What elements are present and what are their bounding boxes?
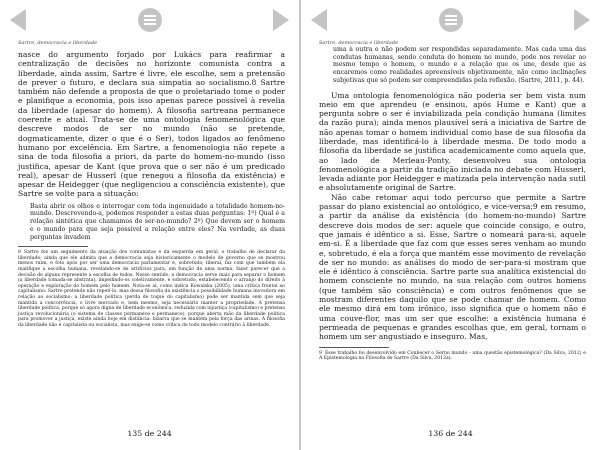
block-quote: Basta abrir os olhos e interrogar com toda ingenuidade a totalidade homem-no-mundo. Descrevendo-a, podemos responder a estas duas perguntas: 1º) Qual é a relação sintética que chamamos de ser-no-mundo? 2º) Que devem ser o homem e o mundo para que seja possível a relação entre eles? Na verdade, as duas perguntas invadem [30, 202, 285, 241]
footnote-divider [18, 246, 88, 247]
footnote [18, 250, 285, 328]
menu-icon[interactable] [439, 8, 463, 32]
footnote-text: Esse trabalho foi desenvolvido em Conhecer o Serno mundo - uma questão epistemológica? (Da Silva, 2012) e A Epistemologia na Filosofia de Sartre (Da Silva, 2012a). [319, 350, 586, 362]
right-page [301, 0, 600, 450]
body-paragraph: Uma ontologia fenomenológica não poderia ser bem vista num meio em que aprendeu (e ensinou, após Hume e Kant) que a pergunta sobre o ser é inviabilizada pela condição humana (limites da razão pura); ainda menos plausível será a iniciativa de Sartre de não apenas tomar o homem individual como base de sua filosofia da liberdade, mas identificá-lo à liberdade mesma. De todo modo a filosofia da liberdade se justifica academicamente como aquela que, ao lado de Merleau-Ponty, desenvolveu sua ontologia fenomenológica a partir da tradição iniciada no debate com Husserl, levada adiante por Heidegger e matizada pela intervenção nada sutil e absolutamente original de Sartre. [319, 90, 586, 193]
page-number: 136 de 244 [428, 429, 473, 438]
arrow-right-icon[interactable] [574, 9, 590, 31]
footnote-text: Sartre fez um seguimento da atuação dos comunistas e da esquerda em geral, o trabalho de declarar da liberdade; ainda que ele admita que a democracia seja historicamente o modelo de governo que se mostrou menos ruim, e foto após por ser uma democracia parlamentar e, sobretudo, liberal, faz com que também ela matifique a escolha humana, revelando-se de artifícios para, em função de uma norma, fazer parecer que a decisão de alguns represente a escolha de todos. Nesse sentido, a democracia serve mais para separar o homem (a liberdade tomada-se abstrata), impedindo-os coletivamente, e sobretudo, estabelecendo o arranjo do direito à operação e exploração do homem pelo homem. Nota-se aí, como indica Kowalska (2005), uma crítica frontal ao capitalismo: Sartre pretende não repetí-lo, mas dessa filosofia da existência o possibilidade humana inovadora em relação ao socialismo: a liberdade política (perda de toque do capitalismo) pode ser mantida sem que seja mantida a concorrência, o livre mercado e, nem mesmo, seja necessário manter a propriedade. A pretensa liberdade política, porque só agora digna de liberdade econômica, reduzida com injustiça (capitalismo) e pretensa justiça revolucionária (o sistema de classes permanece e permanece), porque aberta mão da liberdade política para promover a justiça, existe ainda hoje em distância: bizarra que se mantém pela força das armas. A filosofia da liberdade não é capitalista ou socialista, mas exige-se como crítica de todo modelo contrário à liberdade. [18, 250, 285, 328]
footnote-divider [319, 347, 389, 348]
arrow-right-icon[interactable] [273, 9, 289, 31]
running-head: Sartre, democracia e liberdade [18, 40, 98, 46]
running-head: Sartre, democracia e liberdade [319, 40, 399, 46]
right-toolbar [301, 0, 600, 40]
page-number: 135 de 244 [127, 429, 172, 438]
body-paragraph: Não cabe retomar aqui todo percurso que permite a Sartre passar do plano existencial ao ontológico, e vice-versa;9 em resumo, a partir da análise da existência (do homem-no-mundo) Sartre descreve dois modos de ser: aquele que coincide consigo, e outro, que jamais é idêntico a si. Esse, Sartre o nomeará para-si, aquele em-si. É a liberdade que faz com que esses seres venham ao mundo e, sobretudo, é ela a força que mantém esse movimento de revelação de ser no mundo: as análises do modo de ser-para-si mostram que ele é idêntico à consciência. Sartre parte sua analítica existencial do homem consciente no mundo, na sua relação com outros homens (que também são consciência) e com outros fenômenos que se mostram diferentes daquilo que se pode chamar de homem. Como ele mesmo dirá em tom irônico, isso significa que o homem não é uma couve-flor, mas um ser que escolhe: a existência humana é permeada de pequenas e grandes escolhas que, em geral, tornam o homem um ser angustiado e inseguro. Mas, [319, 192, 586, 342]
block-quote: uma à outra e não podem ser respondidas separadamente. Mas cada uma das condutas humanas, sendo conduta do homem no mundo, pode nos revelar ao mesmo tempo o homem, o mundo e a relação que os une, desde que as encaremos como realidades apreensíveis objetivamente, não como inclinações subjetivas que só podem ser compreendidas pela reflexão. (Sartre, 2011, p. 44). [333, 46, 586, 84]
menu-icon[interactable] [138, 8, 162, 32]
footnote-number: 9 [319, 350, 322, 356]
body-paragraph: nasce do argumento forjado por Lukács para reafirmar a centralização de decisões no horizonte comunista contra a liberdade, ainda assim, Sartre é livre, ele escolhe, sem a pretensão de prever o futuro, e declara sua simpatia ao socialismo.8 Sartre também não defende a proposta de que o proletariado tome o poder e planifique a economia, pois isso apenas parece possível à revelia da liberdade (apesar do homem). A filosofia sartreana permanece coerente e atual. Trata-se de uma ontologia fenomenológica que descreve modos de ser no mundo (não se pretende, dogmaticamente, dizer o que é o Ser), todos ligados ao fenômeno humano por excelência. Em Sartre, a fenomenologia não repete a sina de toda filosofia a priori, da parte do homem-no-mundo (isso justifica, apesar de Kant (que prova que o ser não é um predicado real), apesar de Husserl (que renegou a filosofia da existência) e apesar de Heidegger (que negligenciou a consciência existente), que Sartre se volte para a situação: [18, 50, 285, 199]
arrow-left-icon[interactable] [10, 9, 26, 31]
footnote [319, 351, 586, 362]
footnote-number: 8 [18, 250, 21, 256]
left-page [0, 0, 299, 450]
page-body [18, 50, 285, 329]
arrow-left-icon[interactable] [311, 9, 327, 31]
left-toolbar [0, 0, 299, 40]
page-body [319, 46, 586, 362]
